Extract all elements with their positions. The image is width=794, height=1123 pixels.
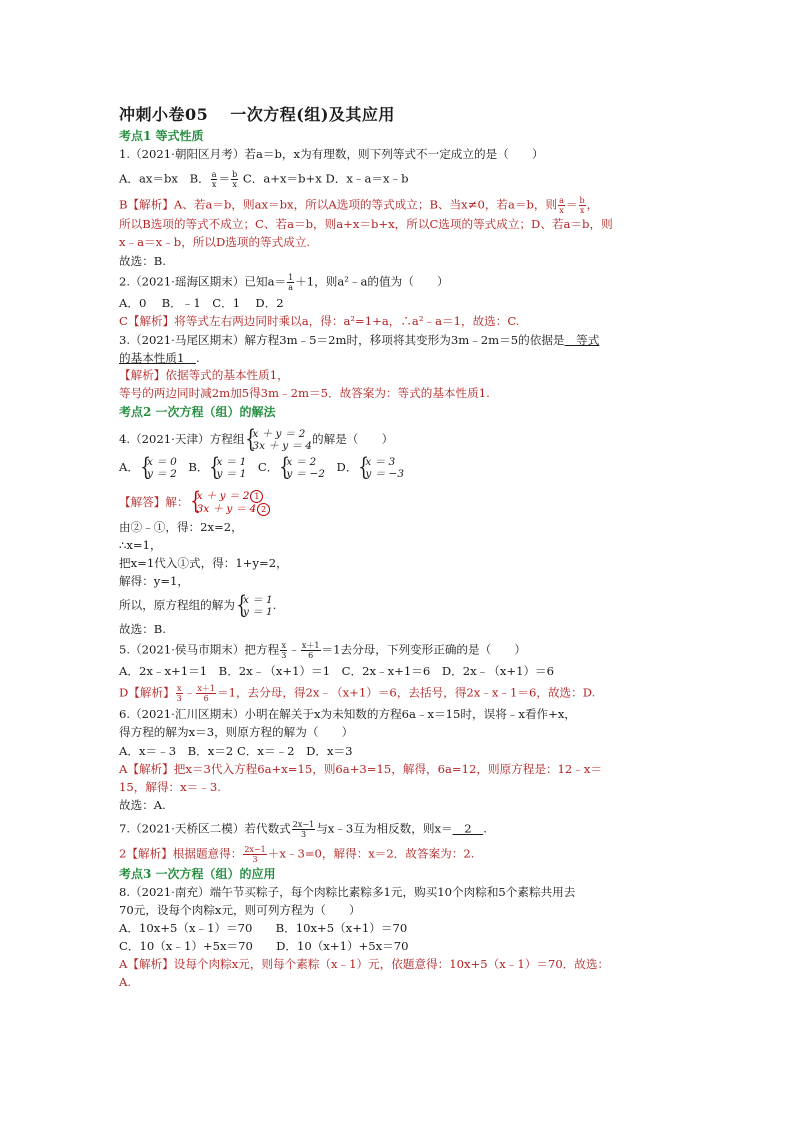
question-4-options: A． { x ＝ 0 y ＝ 2 B． { x ＝ 1 y ＝ 1 C． { x ＝ 2 y ＝ −2 D． { x ＝ 3 y ＝ −3 bbox=[119, 456, 404, 480]
question-3-analysis-line1: 【解析】依据等式的基本性质1， bbox=[119, 368, 289, 382]
question-8-stem-line1: 8.（2021·南充）端午节买粽子，每个肉粽比素粽多1元，购买10个肉粽和5个素粽共用去 bbox=[119, 885, 576, 899]
question-4-step1: 由②﹣①，得：2x=2， bbox=[119, 520, 243, 534]
question-1-analysis-line2: 所以B选项的等式不成立；C、若a＝b，则a+x＝b+x，所以C选项的等式成立；D、若a＝b，则 bbox=[119, 217, 613, 231]
question-8-analysis-line1: A【解析】设每个肉粽x元，则每个素粽（x﹣1）元，依题意得：10x+5（x﹣1）＝70．故选： bbox=[119, 957, 610, 971]
question-4-step4: 解得：y=1， bbox=[119, 574, 190, 588]
question-6-options: A．x＝﹣3 B．x＝2 C．x＝﹣2 D．x＝3 bbox=[119, 744, 353, 758]
question-4-step2: ∴x=1， bbox=[119, 538, 162, 552]
question-2-options: A．0 B．﹣1 C．1 D．2 bbox=[119, 296, 284, 310]
question-1-analysis-line3: x﹣a＝x﹣b，所以D选项的等式成立. bbox=[119, 235, 311, 249]
question-1-options: A．ax＝bx B． $\frac{a}{x}$ ＝ $\frac{b}{x}$ C．a+x＝b+x D．x﹣a＝x﹣b bbox=[119, 170, 409, 189]
section-heading-2: 考点2 一次方程（组）的解法 bbox=[119, 405, 276, 419]
question-3-stem: 3.（2021·马尾区期末）解方程3m﹣5＝2m时，移项将其变形为3m﹣2m＝5的依据是 等式 bbox=[119, 333, 600, 347]
fraction-b-over-x: $\frac{b}{x}$ bbox=[232, 170, 238, 189]
question-1-analysis-line1: B【解析】A、若a＝b，则ax＝bx，所以A选项的等式成立；B、当x≠0，若a＝b，则 $\frac{a}{x}$ ＝ $\frac{b}{x}$ ， bbox=[119, 196, 599, 215]
question-8-stem-line2: 70元，设每个肉粽x元，则可列方程为（ ） bbox=[119, 903, 361, 917]
question-5-options: A．2x﹣x+1＝1 B．2x﹣（x+1）＝1 C．2x﹣x+1＝6 D．2x﹣（x+1）＝6 bbox=[119, 664, 555, 678]
question-6-choice: 故选：A. bbox=[119, 798, 166, 812]
question-8-analysis-line2: A. bbox=[119, 975, 132, 989]
question-2-analysis: C【解析】将等式左右两边同时乘以a，得：a²=1+a，∴a²﹣a＝1，故选：C. bbox=[119, 314, 520, 328]
question-3-stem-cont: 的基本性质1 . bbox=[119, 351, 200, 365]
question-3-analysis-line2: 等号的两边同时减2m加5得3m﹣2m＝5．故答案为：等式的基本性质1. bbox=[119, 386, 490, 400]
fraction-a-over-x: $\frac{a}{x}$ bbox=[211, 170, 217, 189]
question-6-stem-line2: 得方程的解为x＝3，则原方程的解为（ ） bbox=[119, 725, 354, 739]
question-6-analysis-line2: 15，解得：x＝﹣3. bbox=[119, 780, 221, 794]
question-7-analysis: 2【解析】根据题意得： $\frac{2x-1}{3}$ ＋x﹣3=0，解得：x＝2．故答案为：2. bbox=[119, 845, 475, 864]
question-5-stem: 5.（2021·侯马市期末）把方程 $\frac{x}{3}$ ﹣ $\frac{x+1}{6}$ ＝1去分母，下列变形正确的是（ ） bbox=[119, 641, 526, 660]
section-heading-3: 考点3 一次方程（组）的应用 bbox=[119, 867, 276, 881]
question-4-step5: 所以，原方程组的解为 { x ＝ 1 y ＝ 1 . bbox=[119, 594, 276, 618]
question-7-stem: 7.（2021·天桥区二模）若代数式 $\frac{2x-1}{3}$ 与x﹣3互为相反数，则x＝ 2 . bbox=[119, 820, 487, 839]
equation-system: { x ＋ y ＝ 2 3x ＋ y ＝ 4 bbox=[244, 428, 312, 452]
question-5-analysis: D【解析】 $\frac{x}{3}$ ﹣ $\frac{x+1}{6}$ ＝1，去分母，得2x﹣（x+1）＝6，去括号，得2x﹣x﹣1＝6，故选：D. bbox=[119, 684, 596, 703]
question-4-stem: 4.（2021·天津）方程组 { x ＋ y ＝ 2 3x ＋ y ＝ 4 的解是（ ） bbox=[119, 428, 393, 452]
question-4-step3: 把x=1代入①式，得：1+y=2， bbox=[119, 556, 288, 570]
question-1-choice: 故选：B. bbox=[119, 254, 166, 268]
question-6-analysis-line1: A【解析】把x＝3代入方程6a+x=15，则6a+3=15，解得，6a=12，则原方程是：12﹣x＝ bbox=[119, 762, 603, 776]
page-title: 冲刺小卷05 一次方程(组)及其应用 bbox=[119, 105, 395, 124]
question-2-stem: 2.（2021·瑶海区期末）已知a＝ $\frac{1}{a}$ ＋1，则a²﹣a的值为（ ） bbox=[119, 273, 449, 292]
question-6-stem-line1: 6.（2021·汇川区期末）小明在解关于x为未知数的方程6a﹣x＝15时，误将﹣x看作+x， bbox=[119, 707, 576, 721]
question-4-solution-label: 【解答】解： { x ＋ y ＝ 2 1 3x ＋ y ＝ 4 2 bbox=[119, 490, 270, 516]
section-heading-1: 考点1 等式性质 bbox=[119, 129, 204, 143]
question-4-choice: 故选：B. bbox=[119, 622, 166, 636]
question-8-options-cd: C．10（x﹣1）+5x＝70 D．10（x+1）+5x＝70 bbox=[119, 939, 409, 953]
question-8-options-ab: A．10x+5（x﹣1）＝70 B．10x+5（x+1）＝70 bbox=[119, 921, 408, 935]
question-1-stem: 1.（2021·朝阳区月考）若a＝b，x为有理数，则下列等式不一定成立的是（ ） bbox=[119, 147, 544, 161]
